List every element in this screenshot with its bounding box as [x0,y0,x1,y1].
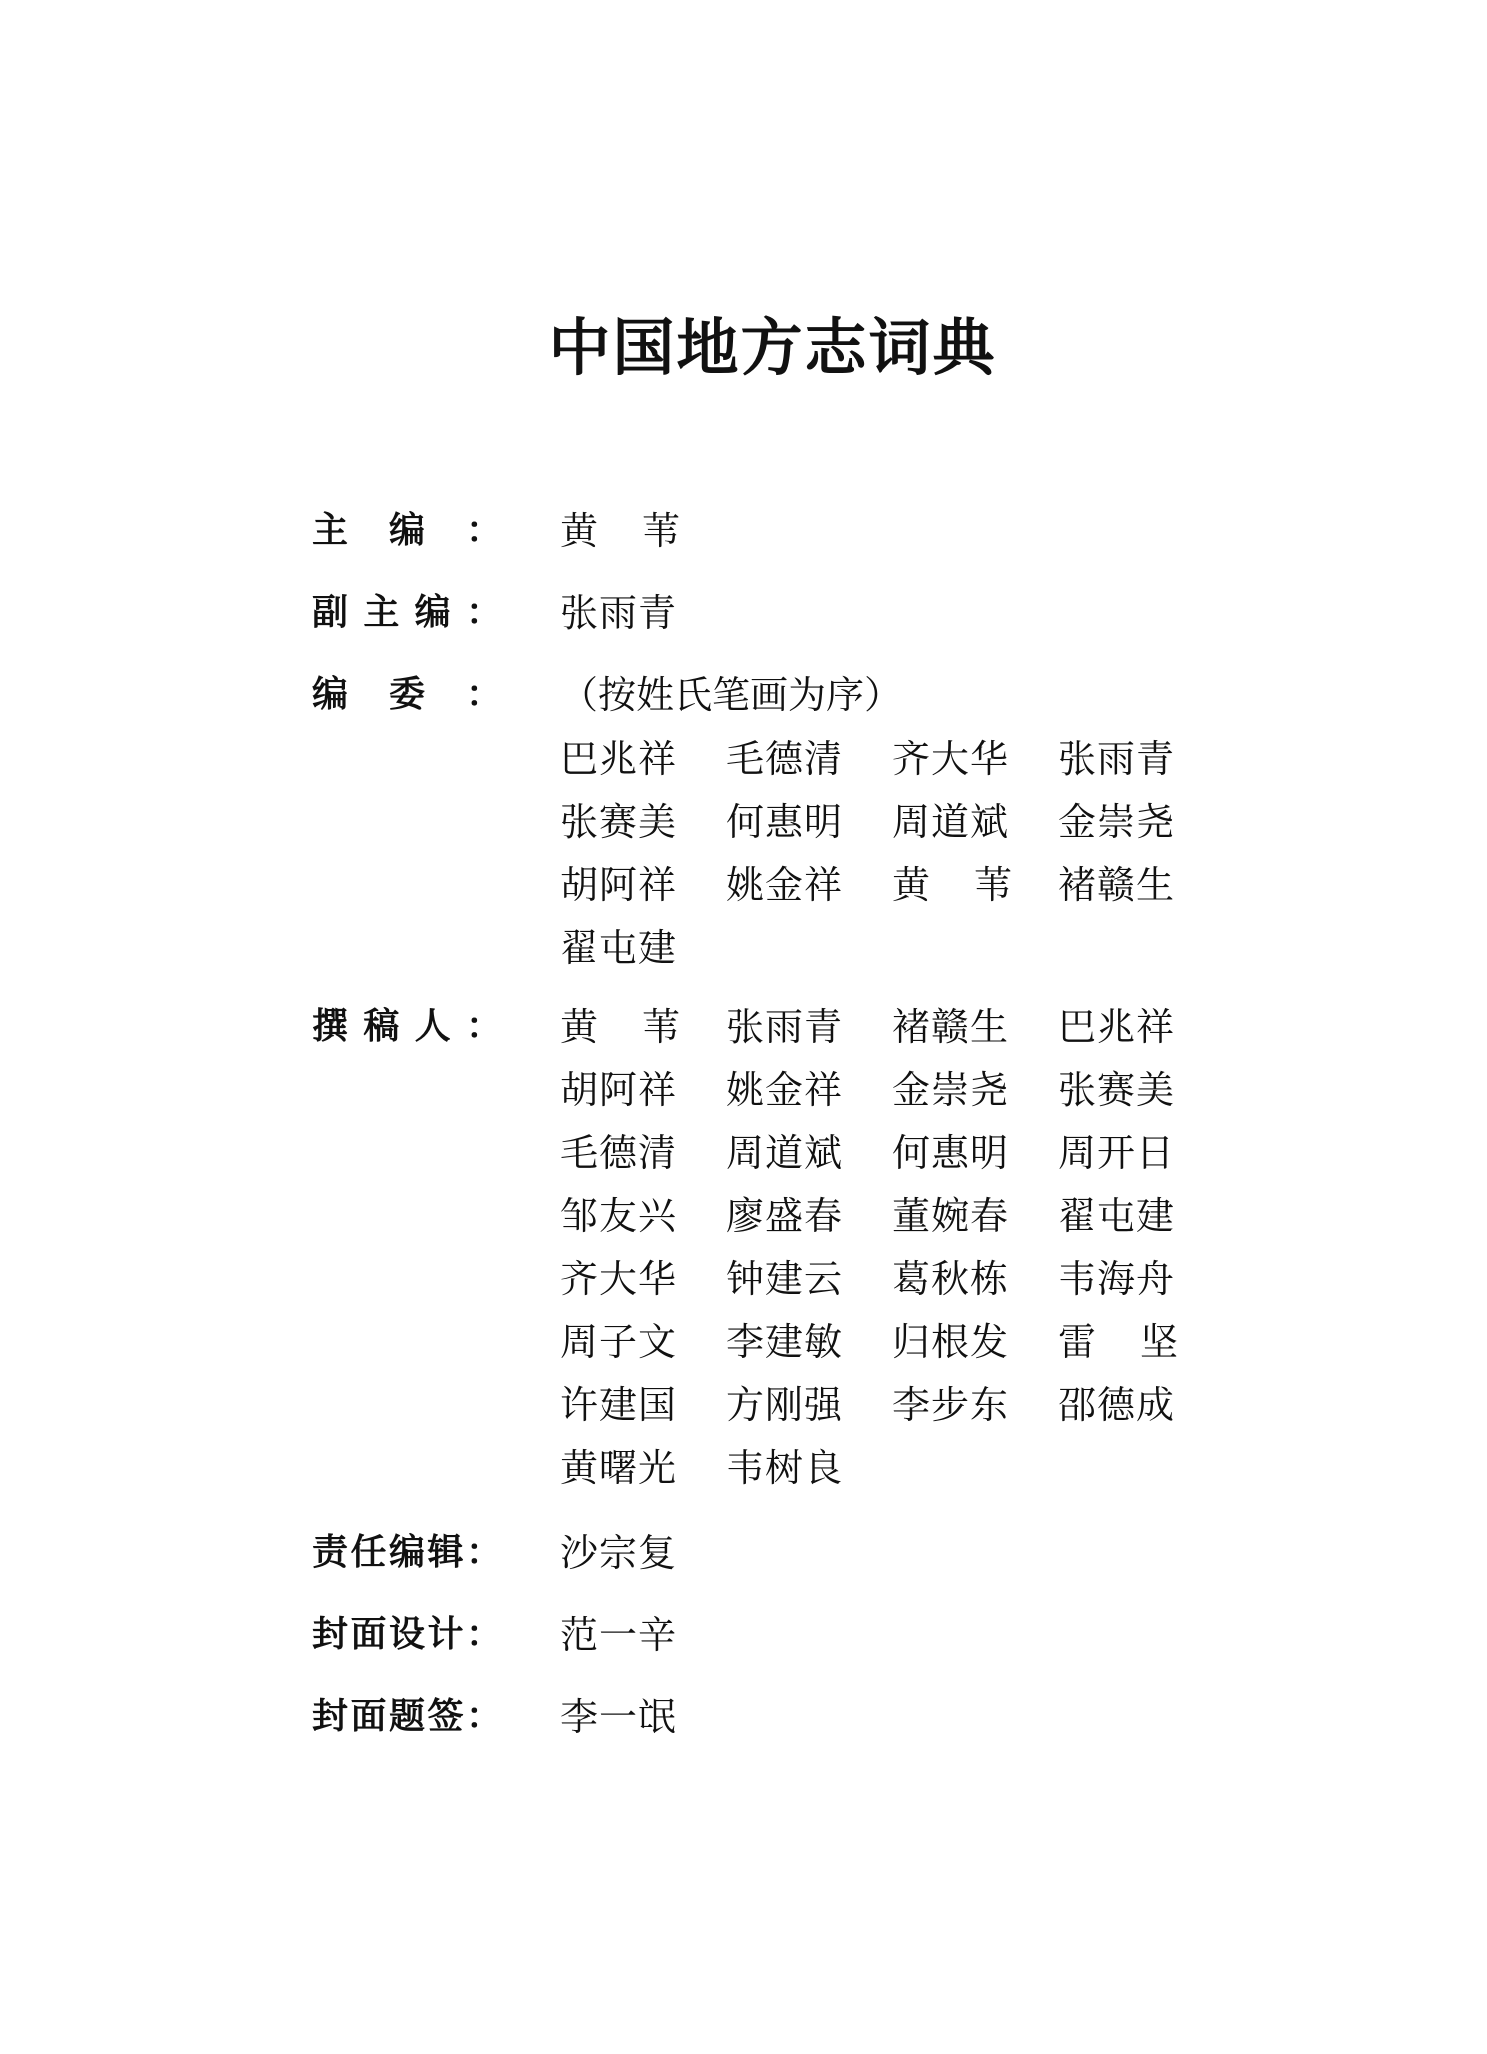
label-char: ： [465,1614,502,1655]
label-char: 编 [388,510,425,551]
person-name: 李步东 [892,1383,1010,1427]
responsible-editor-name: 沙宗复 [560,1531,678,1575]
person-name: 张赛美 [560,800,678,844]
label-char: 稿 [363,1006,400,1047]
committee-ordering-note: （按姓氏笔画为序） [560,673,903,717]
person-name: 周子文 [560,1320,678,1364]
person-name: 董婉春 [892,1194,1010,1238]
person-name: 褚赣生 [892,1005,1010,1049]
label-char: ： [465,592,502,633]
label-char: 封 [312,1614,349,1655]
label-char: ： [465,674,502,715]
person-name: 姚金祥 [726,863,844,907]
label-char: ： [465,1006,502,1047]
label-char: ： [465,510,502,551]
person-name: 毛德清 [560,1131,678,1175]
committee-label [312,666,502,717]
person-name: 毛德清 [726,737,844,781]
deputy-editor-name: 张雨青 [560,591,678,635]
person-name: 齐大华 [892,737,1010,781]
person-name: 雷坚 [1058,1320,1223,1364]
person-name: 胡阿祥 [560,863,678,907]
label-char: ： [465,1696,502,1737]
label-char: 人 [414,1006,451,1047]
person-name: 葛秋栋 [892,1257,1010,1301]
label-char: 任 [350,1532,387,1573]
person-name: 巴兆祥 [1058,1005,1176,1049]
person-name: 许建国 [560,1383,678,1427]
cover-design-label [312,1606,502,1657]
book-title: 中国地方志词典 [548,311,997,384]
person-name: 黄苇 [892,863,1057,907]
person-name: 金崇尧 [892,1068,1010,1112]
chief-editor-name: 黄苇 [560,509,725,553]
responsible-editor-label [312,1524,502,1575]
person-name: 翟屯建 [1058,1194,1176,1238]
person-name: 张雨青 [726,1005,844,1049]
person-name: 褚赣生 [1058,863,1176,907]
person-name: 金崇尧 [1058,800,1176,844]
cover-inscription-label [312,1688,502,1739]
label-char: 副 [312,592,349,633]
person-name: 黄苇 [560,1005,725,1049]
label-char: 封 [312,1696,349,1737]
chief-editor-label [312,502,502,553]
label-char: 撰 [312,1006,349,1047]
committee-members-list [560,728,1260,980]
label-char: 委 [388,674,425,715]
person-name: 邹友兴 [560,1194,678,1238]
cover-inscriber-name: 李一氓 [560,1695,678,1739]
person-name: 翟屯建 [560,926,678,970]
person-name: 方刚强 [726,1383,844,1427]
person-name: 邵德成 [1058,1383,1176,1427]
person-name: 何惠明 [726,800,844,844]
label-char: 面 [350,1614,387,1655]
label-char: 签 [427,1696,464,1737]
label-char: 计 [427,1614,464,1655]
deputy-editor-label [312,584,502,635]
person-name: 李建敏 [726,1320,844,1364]
person-name: 齐大华 [560,1257,678,1301]
person-name: 胡阿祥 [560,1068,678,1112]
label-char: 编 [388,1532,425,1573]
person-name: 廖盛春 [726,1194,844,1238]
writers-label [312,998,502,1049]
person-name: 张赛美 [1058,1068,1176,1112]
person-name: 韦海舟 [1058,1257,1176,1301]
person-name: 姚金祥 [726,1068,844,1112]
cover-designer-name: 范一辛 [560,1613,678,1657]
person-name: 钟建云 [726,1257,844,1301]
label-char: 责 [312,1532,349,1573]
person-name: 周道斌 [726,1131,844,1175]
person-name: 巴兆祥 [560,737,678,781]
person-name: 韦树良 [726,1446,844,1490]
label-char: 编 [312,674,349,715]
label-char: 主 [312,510,349,551]
person-name: 何惠明 [892,1131,1010,1175]
person-name: 归根发 [892,1320,1010,1364]
label-char: 主 [363,592,400,633]
person-name: 张雨青 [1058,737,1176,781]
label-char: 题 [388,1696,425,1737]
label-char: 设 [388,1614,425,1655]
writers-members-list [560,996,1260,1500]
person-name: 周开日 [1058,1131,1176,1175]
label-char: ： [465,1532,502,1573]
person-name: 黄曙光 [560,1446,678,1490]
label-char: 编 [414,592,451,633]
label-char: 面 [350,1696,387,1737]
person-name: 周道斌 [892,800,1010,844]
label-char: 辑 [427,1532,464,1573]
